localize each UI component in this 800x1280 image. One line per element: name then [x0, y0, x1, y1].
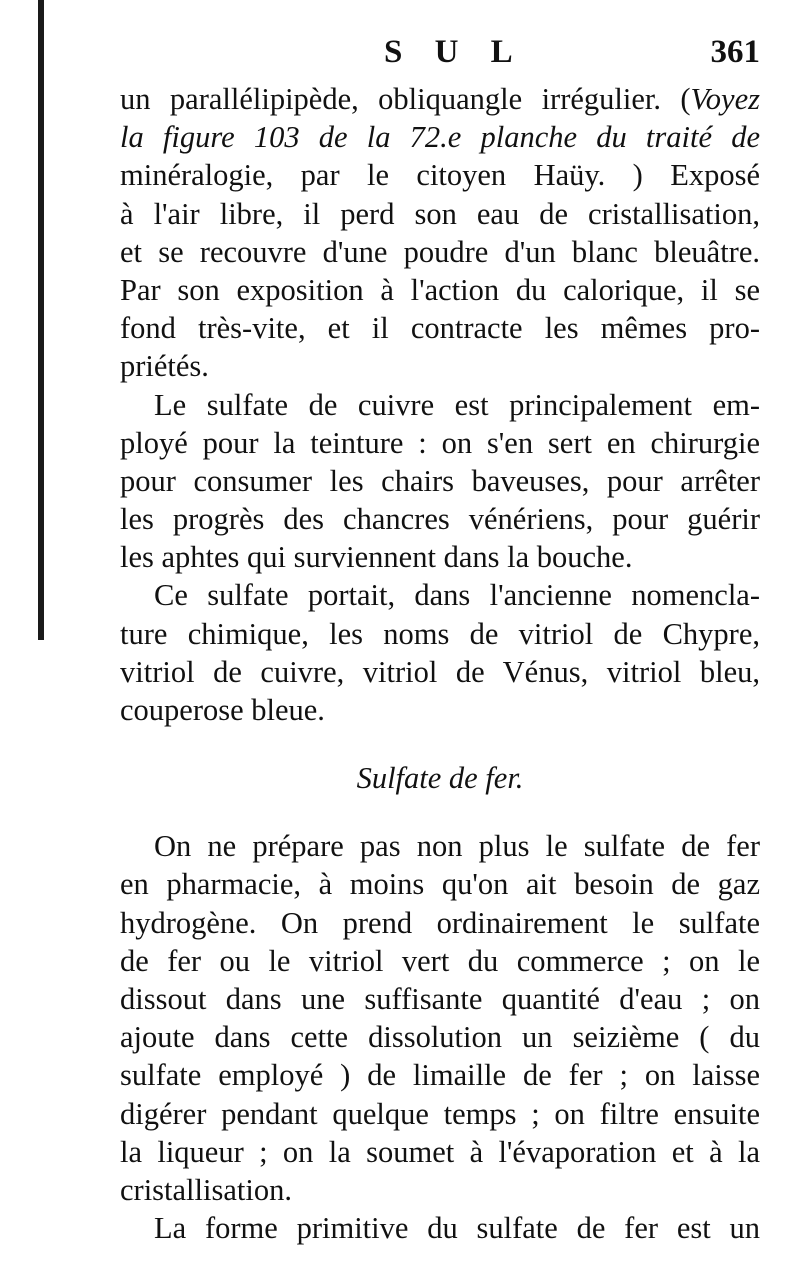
paragraph-4 — [120, 827, 760, 1209]
text-line: à l'air libre, il perd son eau de cristallisation, — [120, 196, 760, 231]
text-line: digérer pendant quelque temps ; on filtre ensuite — [120, 1096, 760, 1131]
text-line: sulfate employé ) de limaille de fer ; on laisse — [120, 1058, 760, 1093]
text-line: les progrès des chancres vénériens, pour guérir — [120, 502, 760, 537]
text-line: Le sulfate de cuivre est principalement em- — [154, 387, 760, 422]
text-line: pour consumer les chairs baveuses, pour arrêter — [120, 463, 760, 498]
text-line: vitriol de cuivre, vitriol de Vénus, vitriol bleu, — [120, 654, 760, 689]
text-line: la liqueur ; on la soumet à l'évaporation et à la — [120, 1134, 760, 1169]
text-line: dissout dans une suffisante quantité d'eau ; on — [120, 981, 760, 1016]
text-line: hydrogène. On prend ordinairement le sulfate — [120, 905, 760, 940]
text-line: priétés. — [120, 349, 209, 384]
text-line: fond très-vite, et il contracte les mêmes pro- — [120, 311, 760, 346]
text-line: de fer ou le vitriol vert du commerce ; on le — [120, 943, 760, 978]
paragraph-3 — [120, 576, 760, 729]
text-line: les aphtes qui surviennent dans la bouche. — [120, 540, 633, 575]
text-line: minéralogie, par le citoyen Haüy. ) Exposé — [120, 158, 760, 193]
book-page — [120, 34, 760, 1247]
text-line: Par son exposition à l'action du calorique, il se — [120, 272, 760, 307]
text-line: ajoute dans cette dissolution un seizième ( du — [120, 1020, 760, 1055]
text-line: couperose bleue. — [120, 693, 325, 727]
text-line — [120, 80, 760, 118]
text-line: en pharmacie, à moins qu'on ait besoin de gaz — [120, 867, 760, 902]
running-title: S U L — [384, 34, 525, 70]
page-binding-edge — [38, 0, 44, 640]
paragraph-2 — [120, 386, 760, 577]
text-line: La forme primitive du sulfate de fer est un — [154, 1211, 760, 1246]
paragraph-1 — [120, 80, 760, 386]
text-line: cristallisation. — [120, 1172, 292, 1207]
text-line: ployé pour la teinture : on s'en sert en chirurgie — [120, 425, 760, 460]
voyez-word: Voyez — [690, 82, 760, 116]
text-line: On ne prépare pas non plus le sulfate de fer — [154, 829, 760, 864]
page-number: 361 — [710, 34, 760, 70]
paragraph-5 — [120, 1209, 760, 1247]
text-line: la figure 103 de la 72.e planche du traité de — [120, 120, 760, 155]
text-line: et se recouvre d'une poudre d'un blanc bleuâtre. — [120, 234, 760, 269]
running-head — [120, 34, 760, 80]
text-line: ture chimique, les noms de vitriol de Chypre, — [120, 616, 760, 651]
text-line: Ce sulfate portait, dans l'ancienne nomencla- — [154, 578, 760, 613]
section-heading: Sulfate de fer. — [356, 761, 524, 796]
text-line-part: un parallélipipède, obliquangle irrégulier. ( — [120, 82, 691, 116]
